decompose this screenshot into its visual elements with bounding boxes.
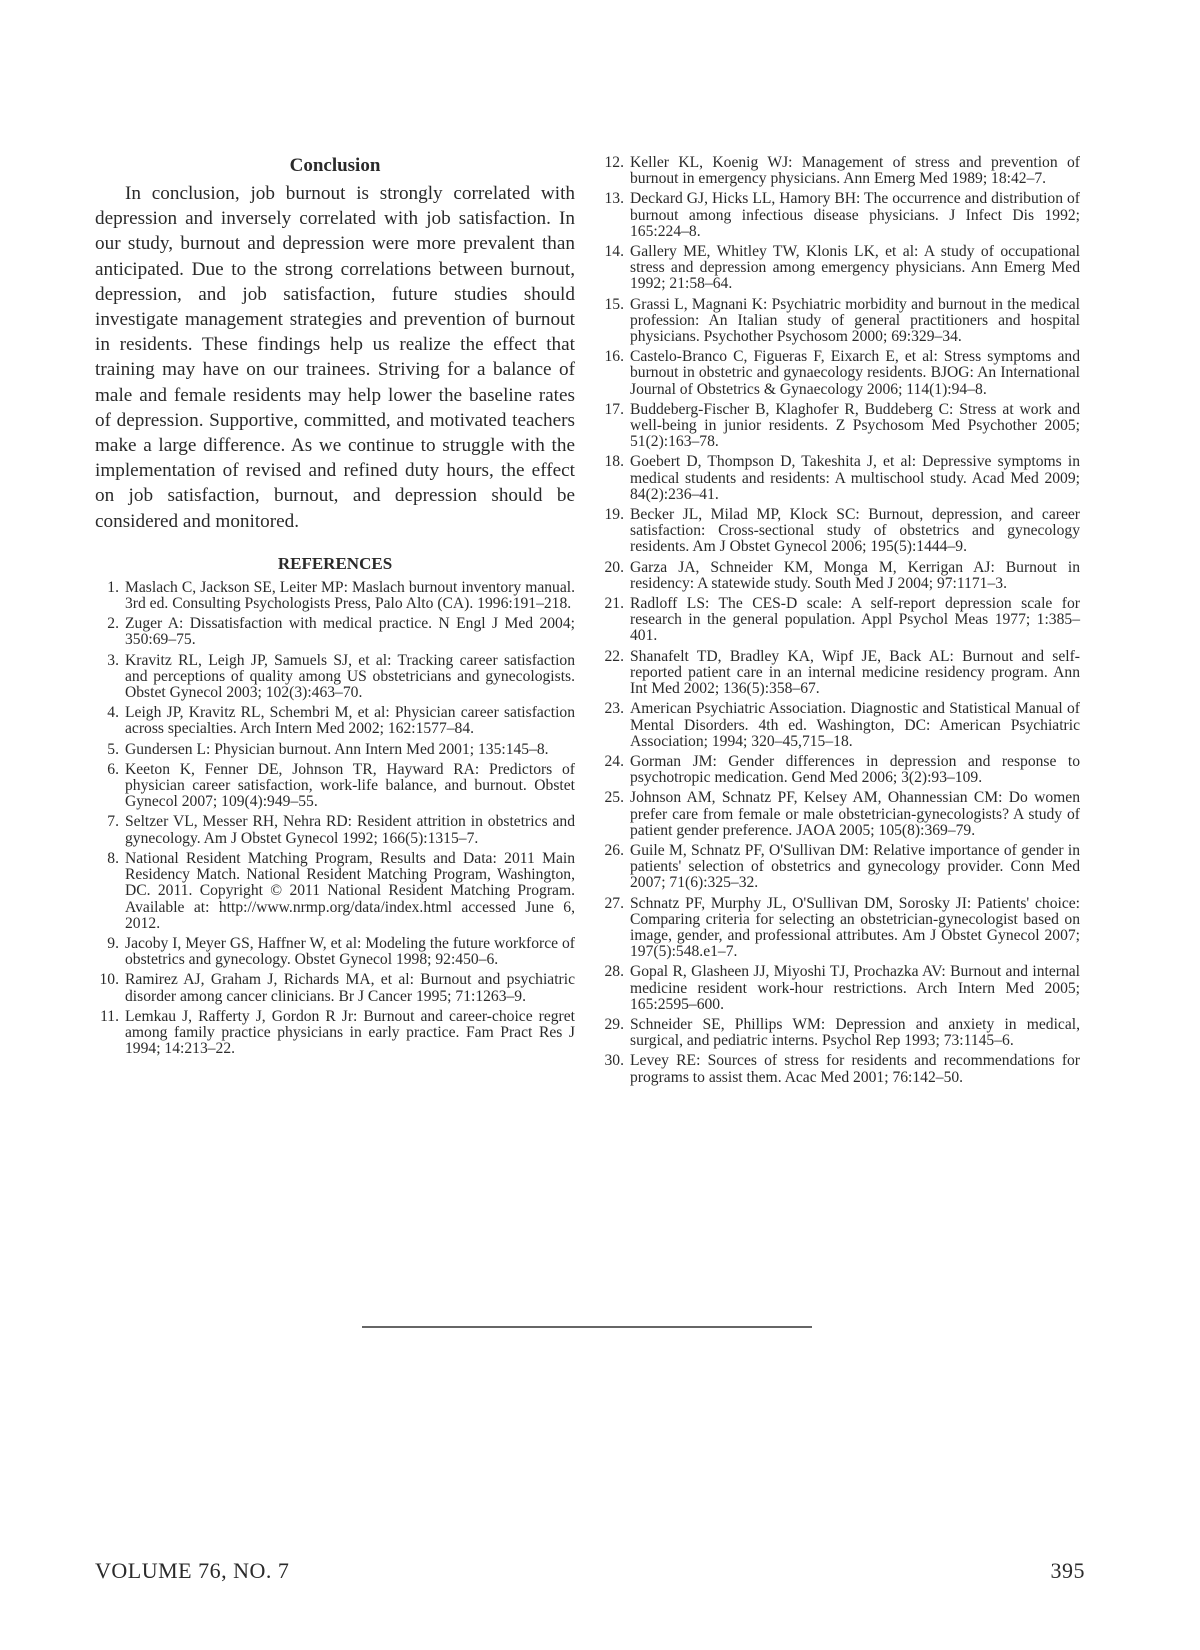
reference-number: 9.: [107, 934, 119, 952]
reference-item: [600, 507, 1080, 556]
left-column: [95, 155, 575, 1061]
reference-item: [600, 596, 1080, 645]
reference-text: Garza JA, Schneider KM, Monga M, Kerrigan AJ: Burnout in residency: A statewide study. South Med J 2004; 97:1171–3.: [630, 558, 1080, 592]
reference-text: National Resident Matching Program, Results and Data: 2011 Main Residency Match. National Resident Matching Program, Washington, DC. 2011. Copyright © 2011 National Resident Matching Program. Available at: http://www.nrmp.org/data/index.html accessed June 6, 2012.: [125, 849, 575, 932]
footer-page-number: 395: [1050, 1558, 1085, 1583]
reference-item: [600, 155, 1080, 187]
reference-number: 11.: [100, 1007, 119, 1025]
reference-item: [95, 851, 575, 932]
reference-number: 22.: [604, 647, 624, 665]
reference-number: 13.: [604, 190, 624, 208]
reference-item: [600, 191, 1080, 240]
reference-number: 15.: [604, 295, 624, 313]
reference-text: Gundersen L: Physician burnout. Ann Intern Med 2001; 135:145–8.: [125, 740, 549, 758]
reference-item: [600, 402, 1080, 451]
reference-number: 4.: [107, 704, 119, 722]
reference-text: Buddeberg-Fischer B, Klaghofer R, Buddeberg C: Stress at work and well-being in junior residents. Z Psychosom Med Psychother 2005; 51(2):163–78.: [630, 400, 1080, 451]
conclusion-paragraph: In conclusion, job burnout is strongly correlated with depression and inversely correlated with job satisfaction. In our study, burnout and depression were more prevalent than anticipated. Due to the strong correlations between burnout, depression, and job satisfaction, future studies should investigate management strategies and prevention of burnout in residents. These findings help us realize the effect that training may have on our trainees. Striving for a balance of male and female residents may help lower the baseline rates of depression. Supportive, committed, and motivated teachers make a large difference. As we continue to struggle with the implementation of revised and refined duty hours, the effect on job satisfaction, burnout, and depression should be considered and monitored.: [95, 183, 575, 532]
reference-text: Gallery ME, Whitley TW, Klonis LK, et al: A study of occupational stress and depression among emergency physicians. Ann Emerg Med 1992; 21:58–64.: [630, 243, 1080, 293]
reference-number: 28.: [604, 963, 624, 981]
reference-item: [95, 705, 575, 737]
right-column: [600, 155, 1080, 1090]
reference-number: 19.: [604, 506, 624, 524]
footer-volume: VOLUME 76, NO. 7: [95, 1558, 290, 1583]
reference-number: 12.: [604, 154, 624, 171]
reference-number: 1.: [107, 578, 119, 596]
reference-text: Guile M, Schnatz PF, O'Sullivan DM: Relative importance of gender in patients' selection of obstetrics and gynecology provider. Conn Med 2007; 71(6):325–32.: [630, 841, 1080, 892]
reference-list-left: [95, 580, 575, 1057]
reference-text: Keeton K, Fenner DE, Johnson TR, Hayward RA: Predictors of physician career satisfaction, work-life balance, and burnout. Obstet Gynecol 2007; 109(4):949–55.: [125, 760, 575, 811]
reference-item: [600, 454, 1080, 503]
reference-item: [95, 616, 575, 648]
reference-text: Leigh JP, Kravitz RL, Schembri M, et al: Physician career satisfaction across specialties. Arch Intern Med 2002; 162:1577–84.: [125, 704, 575, 738]
reference-item: [95, 742, 575, 758]
reference-item: [600, 244, 1080, 293]
reference-number: 26.: [604, 841, 624, 859]
reference-item: [95, 762, 575, 811]
reference-text: Gorman JM: Gender differences in depression and response to psychotropic medication. Gend Med 2006; 3(2):93–109.: [630, 752, 1080, 787]
reference-text: Maslach C, Jackson SE, Leiter MP: Maslach burnout inventory manual. 3rd ed. Consulting Psychologists Press, Palo Alto (CA). 1996:191–218.: [125, 578, 575, 613]
reference-item: [600, 1017, 1080, 1049]
reference-number: 2.: [107, 615, 119, 633]
reference-number: 25.: [604, 789, 624, 807]
reference-text: Becker JL, Milad MP, Klock SC: Burnout, depression, and career satisfaction: Cross-sectional study of obstetrics and gynecology residents. Am J Obstet Gynecol 2006; 195(5):1444–9.: [630, 506, 1080, 556]
reference-number: 17.: [604, 400, 624, 418]
reference-number: 20.: [604, 558, 624, 576]
reference-item: [95, 580, 575, 612]
reference-number: 8.: [107, 849, 119, 867]
reference-item: [95, 936, 575, 968]
reference-number: 3.: [107, 651, 119, 669]
reference-number: 14.: [604, 243, 624, 261]
reference-item: [600, 896, 1080, 961]
reference-text: Shanafelt TD, Bradley KA, Wipf JE, Back AL: Burnout and self-reported patient care in an internal medicine residency program. Ann Int Med 2002; 136(5):358–67.: [630, 647, 1080, 698]
reference-text: Schneider SE, Phillips WM: Depression and anxiety in medical, surgical, and pediatric interns. Psychol Rep 1993; 73:1145–6.: [630, 1015, 1080, 1050]
reference-item: [600, 701, 1080, 750]
reference-item: [95, 1009, 575, 1058]
reference-item: [600, 1053, 1080, 1085]
reference-number: 16.: [604, 348, 624, 366]
reference-text: Zuger A: Dissatisfaction with medical practice. N Engl J Med 2004; 350:69–75.: [125, 615, 575, 649]
reference-item: [600, 843, 1080, 892]
reference-text: Schnatz PF, Murphy JL, O'Sullivan DM, Sorosky JI: Patients' choice: Comparing criteria for selecting an obstetrician-gynecologist based on image, gender, and professional attributes. Am J Obstet Gynecol 2007; 197(5):548.e1–7.: [630, 894, 1080, 961]
reference-item: [95, 653, 575, 702]
reference-item: [600, 560, 1080, 592]
reference-item: [600, 349, 1080, 398]
reference-text: Kravitz RL, Leigh JP, Samuels SJ, et al: Tracking career satisfaction and perceptions of quality among US obstetricians and gynecologists. Obstet Gynecol 2003; 102(3):463–70.: [125, 651, 575, 702]
reference-number: 5.: [107, 740, 119, 758]
reference-text: Keller KL, Koenig WJ: Management of stress and prevention of burnout in emergency physicians. Ann Emerg Med 1989; 18:42–7.: [630, 154, 1080, 188]
reference-text: Deckard GJ, Hicks LL, Hamory BH: The occurrence and distribution of burnout among infectious disease physicians. J Infect Dis 1992; 165:224–8.: [630, 190, 1080, 240]
reference-item: [600, 649, 1080, 698]
reference-text: Lemkau J, Rafferty J, Gordon R Jr: Burnout and career-choice regret among family practice physicians in early practice. Fam Pract Res J 1994; 14:213–22.: [125, 1007, 575, 1058]
reference-number: 24.: [604, 752, 624, 770]
reference-number: 18.: [604, 453, 624, 471]
reference-item: [95, 972, 575, 1004]
reference-item: [600, 297, 1080, 346]
reference-text: Grassi L, Magnani K: Psychiatric morbidity and burnout in the medical profession: An Italian study of general practitioners and hospital physicians. Psychother Psychosom 2000; 69:329–34.: [630, 295, 1080, 346]
reference-item: [600, 790, 1080, 839]
reference-number: 21.: [604, 595, 624, 613]
reference-number: 6.: [107, 760, 119, 778]
reference-text: Levey RE: Sources of stress for residents and recommendations for programs to assist them. Acac Med 2001; 76:142–50.: [630, 1052, 1080, 1086]
reference-number: 29.: [604, 1015, 624, 1033]
reference-text: Radloff LS: The CES-D scale: A self-report depression scale for research in the general population. Appl Psychol Meas 1977; 1:385–401.: [630, 595, 1080, 645]
reference-text: Castelo-Branco C, Figueras F, Eixarch E, et al: Stress symptoms and burnout in obstetric and gynaecology residents. BJOG: An International Journal of Obstetrics & Gynaecology 2006; 114(1):94–8.: [630, 348, 1080, 398]
reference-text: Seltzer VL, Messer RH, Nehra RD: Resident attrition in obstetrics and gynecology. Am J Obstet Gynecol 1992; 166(5):1315–7.: [125, 813, 575, 847]
reference-text: Jacoby I, Meyer GS, Haffner W, et al: Modeling the future workforce of obstetrics and gynecology. Obstet Gynecol 1998; 92:450–6.: [125, 934, 575, 969]
reference-number: 10.: [99, 971, 119, 989]
reference-number: 7.: [107, 813, 119, 831]
reference-text: Ramirez AJ, Graham J, Richards MA, et al: Burnout and psychiatric disorder among cancer clinicians. Br J Cancer 1995; 71:1263–9.: [125, 971, 575, 1005]
reference-number: 27.: [604, 894, 624, 912]
reference-item: [600, 964, 1080, 1013]
references-heading: REFERENCES: [277, 553, 393, 573]
reference-text: Gopal R, Glasheen JJ, Miyoshi TJ, Prochazka AV: Burnout and internal medicine resident work-hour restrictions. Arch Intern Med 2005; 165:2595–600.: [630, 963, 1080, 1013]
conclusion-heading: Conclusion: [289, 155, 381, 176]
reference-text: Johnson AM, Schnatz PF, Kelsey AM, Ohannessian CM: Do women prefer care from female or male obstetrician-gynecologists? A study of patient gender preference. JAOA 2005; 105(8):369–79.: [630, 789, 1080, 839]
end-rule: [362, 1326, 812, 1328]
reference-number: 30.: [604, 1052, 624, 1070]
reference-item: [600, 754, 1080, 786]
reference-list-right: [600, 155, 1080, 1086]
reference-text: Goebert D, Thompson D, Takeshita J, et al: Depressive symptoms in medical students and residents: A multischool study. Acad Med 2009; 84(2):236–41.: [630, 453, 1080, 503]
reference-item: [95, 814, 575, 846]
reference-number: 23.: [604, 700, 624, 718]
reference-text: American Psychiatric Association. Diagnostic and Statistical Manual of Mental Disorders. 4th ed. Washington, DC: American Psychiatric Association; 1994; 320–45,715–18.: [630, 700, 1080, 750]
